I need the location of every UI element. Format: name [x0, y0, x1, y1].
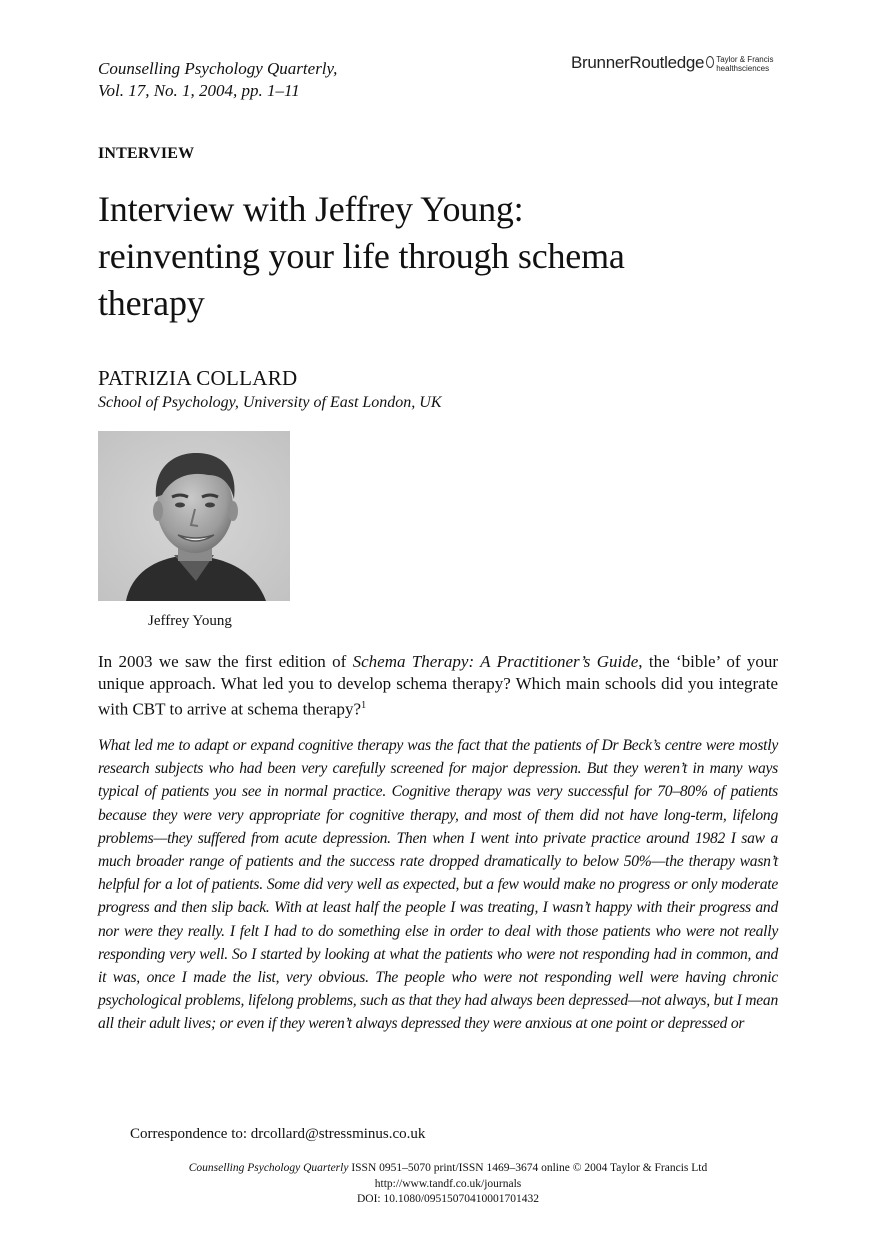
question-text-start: In 2003 we saw the first edition of — [98, 652, 353, 671]
title-line-1: Interview with Jeffrey Young: — [98, 189, 524, 229]
footer-journal-name: Counselling Psychology Quarterly — [188, 1162, 349, 1174]
publisher-tagline-line-2: healthsciences — [716, 64, 770, 73]
journal-citation-line-1: Counselling Psychology Quarterly, — [98, 59, 338, 78]
portrait-image — [98, 431, 290, 601]
interview-question — [98, 651, 778, 721]
book-title: Schema Therapy: A Practitioner’s Guide — [352, 652, 639, 671]
correspondence-note: Correspondence to: drcollard@stressminus.co.uk — [130, 1126, 426, 1142]
publisher-tagline — [716, 55, 773, 73]
footer-doi: DOI: 10.1080/09515070410001701432 — [356, 1193, 540, 1205]
question-text-end: , the ‘bible’ of your unique approach. What led you to develop schema therapy? Which main schools did you integrate with CBT to arrive at schema therapy? — [98, 652, 778, 719]
publisher-tagline-line-1: Taylor & Francis — [716, 55, 774, 64]
author-affiliation: School of Psychology, University of East London, UK — [98, 394, 442, 411]
journal-citation-line-2: Vol. 17, No. 1, 2004, pp. 1–11 — [98, 81, 300, 100]
footer-issn: ISSN 0951–5070 print/ISSN 1469–3674 online © 2004 Taylor & Francis Ltd — [348, 1162, 708, 1174]
interview-answer: What led me to adapt or expand cognitive therapy was the fact that the patients of Dr Beck’s centre were mostly research subjects who had been very carefully screened for major depression. But they weren’t in many ways typical of patients you see in normal practice. Cognitive therapy was very successful for 70–80% of patients because they were very appropriate for cognitive therapy, and most of them did not have long-term, lifelong problems—they suffered from acute depression. Then when I went into private practice around 1982 I saw a much broader range of patients and the success rate dropped dramatically to below 50%—the therapy wasn’t helpful for a lot of patients. Some did very well as expected, but a few would make no progress or only moderate progress and then slip back. With at least half the people I was treating, I wasn’t happy with their progress and nor were they really. I felt I had to do something else in order to deal with those patients who were not really responding very well. So I started by looking at what the patients who were not responding had in common, and it was, once I made the list, very obvious. The people who were not responding well were having chronic psychological problems, lifelong problems, such as that they had always been depressed—not always, but I mean all their adult lives; or even if they weren’t always depressed they were anxious at one point or depressed or — [98, 737, 778, 1033]
journal-reference — [98, 58, 337, 102]
author-photo — [98, 431, 290, 601]
title-line-2: reinventing your life through schema — [98, 236, 625, 276]
footnote-marker: 1 — [361, 700, 367, 711]
publisher-mark-icon — [706, 56, 714, 68]
publisher-name: BrunnerRoutledge — [571, 53, 705, 72]
photo-caption: Jeffrey Young — [148, 613, 232, 629]
section-label: INTERVIEW — [98, 145, 195, 162]
title-line-3: therapy — [98, 283, 205, 323]
author-name: PATRIZIA COLLARD — [98, 366, 298, 390]
footer-url: http://www.tandf.co.uk/journals — [374, 1177, 522, 1190]
article-title — [98, 186, 798, 327]
publisher-logo — [571, 52, 774, 74]
journal-footer — [98, 1161, 798, 1208]
footer-issn-line — [98, 1161, 798, 1177]
